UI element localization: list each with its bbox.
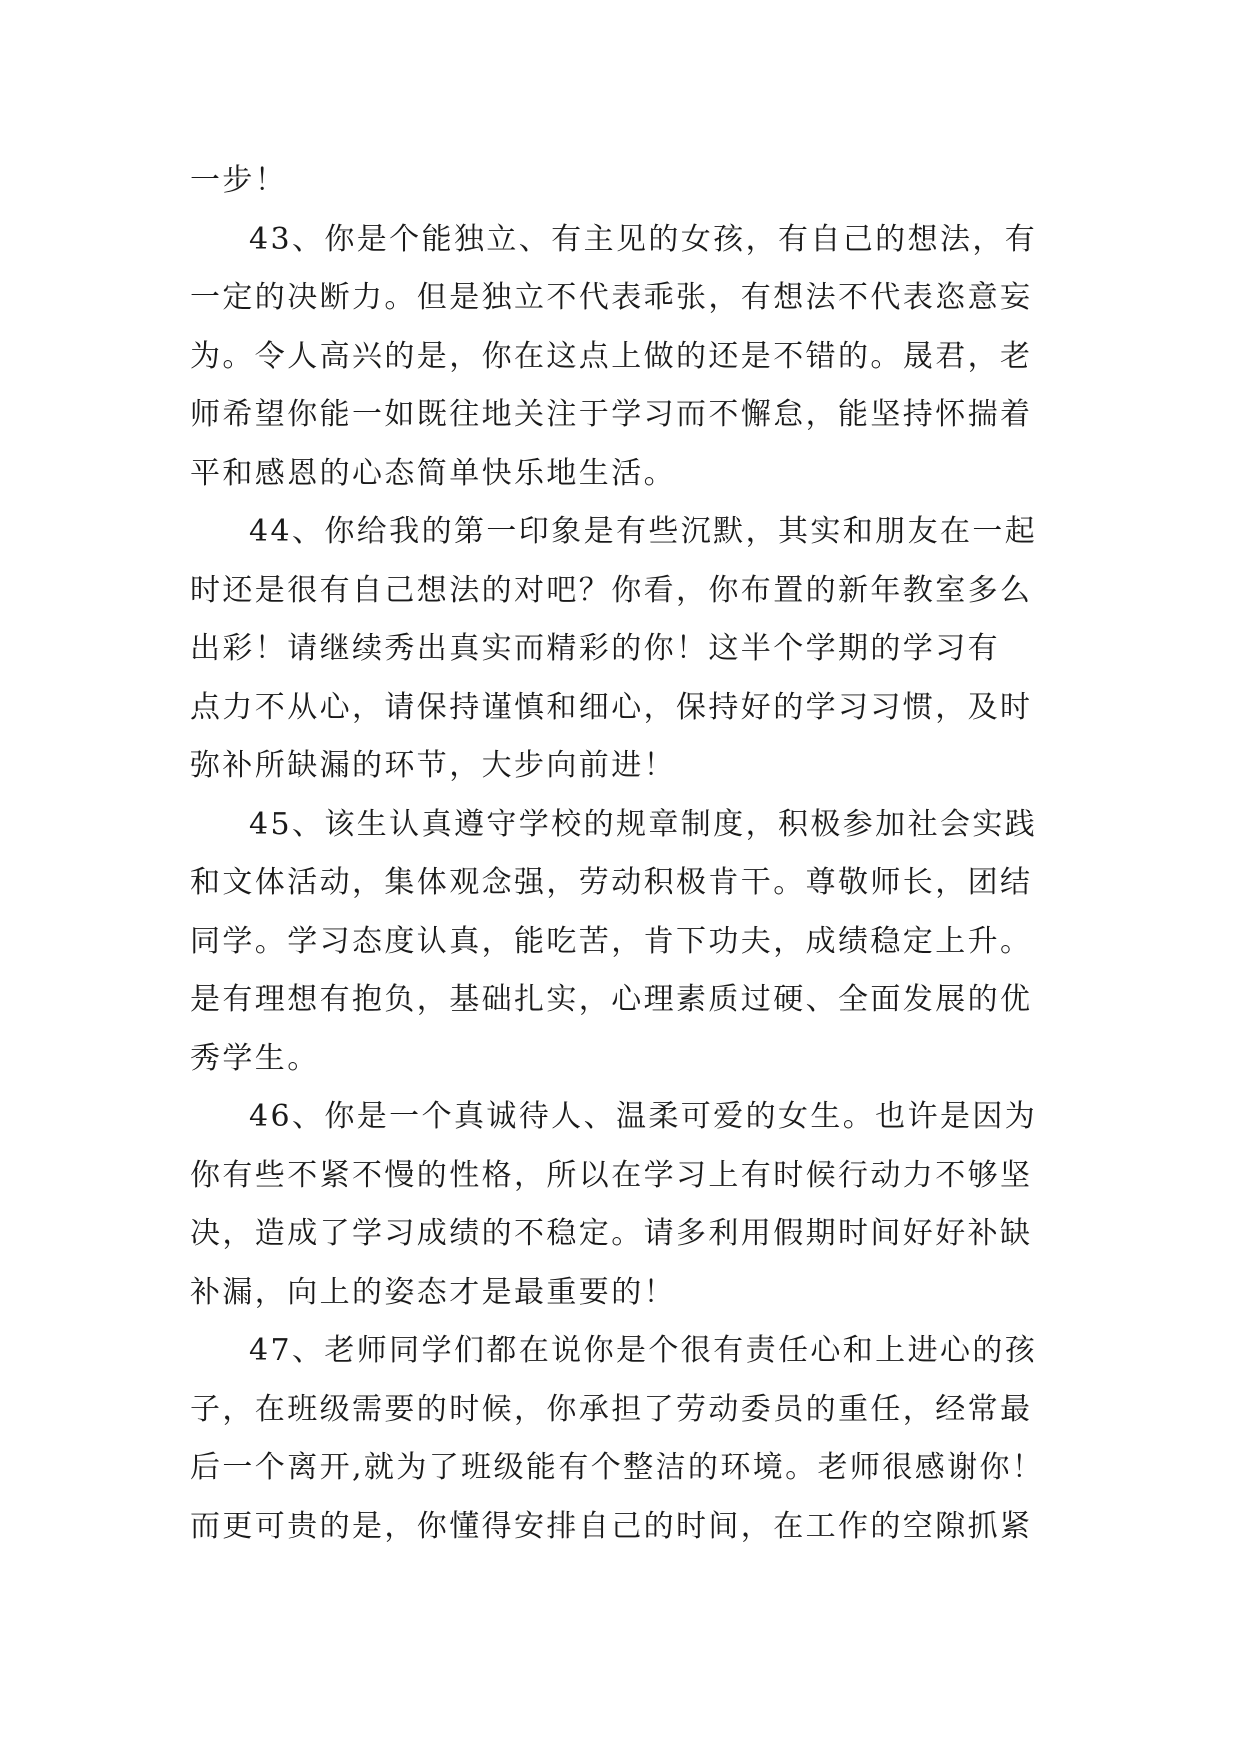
text-line: 你有些不紧不慢的性格，所以在学习上有时候行动力不够坚 xyxy=(190,1157,1033,1193)
text-line: 决，造成了学习成绩的不稳定。请多利用假期时间好好补缺 xyxy=(190,1216,1033,1251)
text-line: 45、该生认真遵守学校的规章制度，积极参加社会实践 xyxy=(249,806,1038,842)
text-line: 是有理想有抱负，基础扎实，心理素质过硬、全面发展的优 xyxy=(190,982,1033,1017)
text-line: 46、你是一个真诚待人、温柔可爱的女生。也许是因为 xyxy=(249,1099,1038,1134)
text-line: 一步！ xyxy=(190,163,288,198)
text-line: 平和感恩的心态简单快乐地生活。 xyxy=(190,455,676,491)
text-line: 师希望你能一如既往地关注于学习而不懈怠，能坚持怀揣着 xyxy=(190,397,1033,432)
text-line: 47、老师同学们都在说你是个很有责任心和上进心的孩 xyxy=(249,1333,1038,1368)
text-line: 同学。学习态度认真，能吃苦，肯下功夫，成绩稳定上升。 xyxy=(190,923,1033,959)
text-line: 而更可贵的是，你懂得安排自己的时间，在工作的空隙抓紧 xyxy=(190,1508,1033,1544)
text-line: 和文体活动，集体观念强，劳动积极肯干。尊敬师长，团结 xyxy=(190,865,1033,900)
text-line: 出彩！请继续秀出真实而精彩的你！这半个学期的学习有 xyxy=(190,631,1000,666)
text-line: 一定的决断力。但是独立不代表乖张，有想法不代表恣意妄 xyxy=(190,280,1033,315)
text-line: 子，在班级需要的时候，你承担了劳动委员的重任，经常最 xyxy=(190,1391,1033,1427)
text-line: 补漏，向上的姿态才是最重要的！ xyxy=(190,1274,676,1310)
text-line: 为。令人高兴的是，你在这点上做的还是不错的。晟君，老 xyxy=(190,338,1033,374)
text-line: 点力不从心，请保持谨慎和细心，保持好的学习习惯，及时 xyxy=(190,689,1033,725)
text-line: 44、你给我的第一印象是有些沉默，其实和朋友在一起 xyxy=(249,514,1038,549)
text-line: 秀学生。 xyxy=(190,1040,320,1076)
text-line: 弥补所缺漏的环节，大步向前进！ xyxy=(190,748,676,783)
text-line: 43、你是个能独立、有主见的女孩，有自己的想法，有 xyxy=(249,221,1038,257)
text-line: 后一个离开,就为了班级能有个整洁的环境。老师很感谢你！ xyxy=(190,1450,1045,1485)
text-line: 时还是很有自己想法的对吧？你看，你布置的新年教室多么 xyxy=(190,572,1033,608)
document-body xyxy=(190,152,1062,1556)
